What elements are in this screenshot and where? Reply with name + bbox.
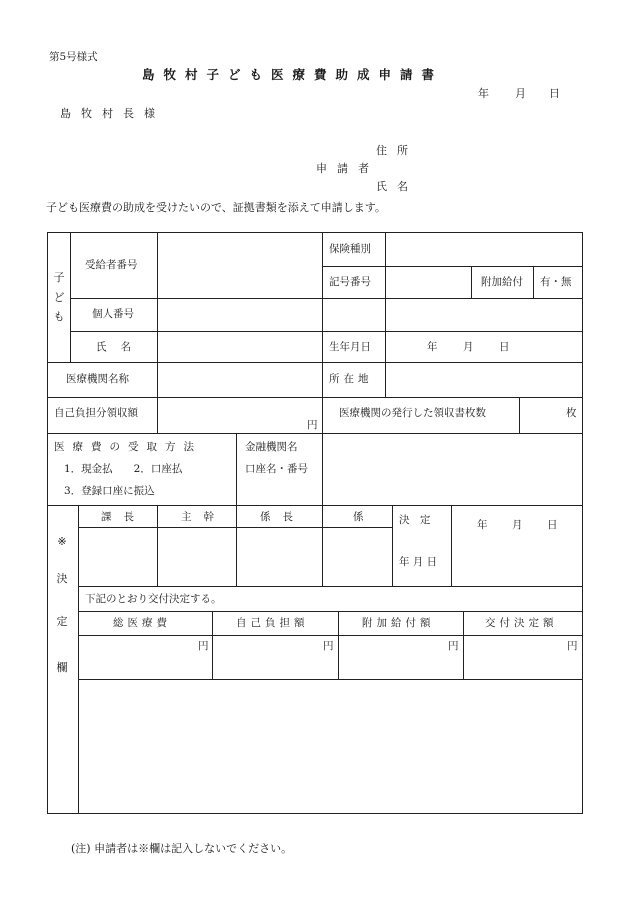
decision-day: 日: [547, 519, 558, 531]
footnote: (注) 申請者は※欄は記入しないでください。: [71, 842, 293, 855]
bank-name-label: 金融機関名: [245, 441, 298, 453]
receipt-count-label: 医療機関の発行した領収書枚数: [339, 407, 486, 419]
self-pay-amount-yen-unit: 円: [323, 640, 334, 652]
symbol-number-label: 記号番号: [329, 276, 371, 288]
approver-sub-chief: 係長: [260, 511, 305, 523]
applicant-label: 申請者: [316, 162, 379, 175]
decision-col-char-1: 決: [56, 572, 68, 585]
address-label: 住所: [376, 144, 418, 157]
approver-section-chief: 課長: [101, 511, 146, 523]
insurance-type-label: 保険種別: [329, 243, 371, 255]
intro-statement: 子ども医療費の助成を受けたいので、証拠書類を添えて申請します。: [46, 201, 386, 214]
sheets-unit: 枚: [566, 407, 577, 419]
date-day: 日: [549, 87, 560, 100]
addressee: 島牧村長様: [60, 107, 165, 120]
receive-method-options-2[interactable]: 3．登録口座に振込: [64, 485, 155, 497]
child-label-3: も: [53, 310, 65, 323]
decision-month: 月: [512, 519, 523, 531]
approver-director: 主幹: [181, 511, 226, 523]
decision-col-mark: ※: [57, 535, 67, 548]
self-pay-yen-unit: 円: [307, 419, 318, 431]
child-label-2: ど: [53, 291, 65, 304]
birth-month: 月: [463, 341, 474, 353]
granted-yen-unit: 円: [567, 640, 578, 652]
additional-benefit-label: 附加給付: [481, 276, 523, 288]
personal-number-label: 個人番号: [92, 308, 134, 320]
self-pay-amount-label: 自己負担分領収額: [54, 407, 138, 419]
receive-method-options-1[interactable]: 1．現金払 2．口座払: [64, 463, 183, 475]
birthdate-label: 生年月日: [329, 341, 371, 353]
amount-header-granted: 交付決定額: [485, 617, 558, 629]
amount-header-total: 総医療費: [113, 617, 171, 629]
decision-col-char-2: 定: [56, 615, 68, 628]
form-title: 島牧村子ども医療費助成申請書: [142, 67, 444, 82]
additional-yen-unit: 円: [448, 640, 459, 652]
yes-no-option[interactable]: 有・無: [540, 276, 572, 288]
date-year: 年: [478, 87, 489, 100]
birth-day: 日: [499, 341, 510, 353]
decision-statement: 下記のとおり交付決定する。: [85, 593, 222, 605]
decision-col-char-3: 欄: [56, 661, 68, 674]
recipient-number-label: 受給者番号: [85, 259, 138, 271]
total-yen-unit: 円: [198, 640, 209, 652]
date-month: 月: [515, 87, 526, 100]
receive-method-label: 医療費の受取方法: [54, 441, 202, 453]
name-label: 氏名: [376, 180, 418, 193]
decision-date-label-1: 決 定: [399, 514, 431, 526]
decision-date-label-2: 年 月 日: [399, 556, 438, 568]
amount-header-self-pay: 自己負担額: [236, 617, 309, 629]
institution-name-label: 医療機関名称: [66, 373, 129, 385]
birth-year: 年: [427, 341, 438, 353]
child-name-label: 氏名: [96, 341, 145, 353]
amount-header-additional: 附加給付額: [362, 617, 435, 629]
location-label: 所在地: [329, 373, 373, 385]
child-label-1: 子: [53, 271, 65, 284]
approver-staff: 係: [353, 511, 364, 523]
account-name-number-label: 口座名・番号: [245, 463, 308, 475]
form-number: 第5号様式: [49, 51, 98, 63]
decision-year: 年: [477, 519, 488, 531]
